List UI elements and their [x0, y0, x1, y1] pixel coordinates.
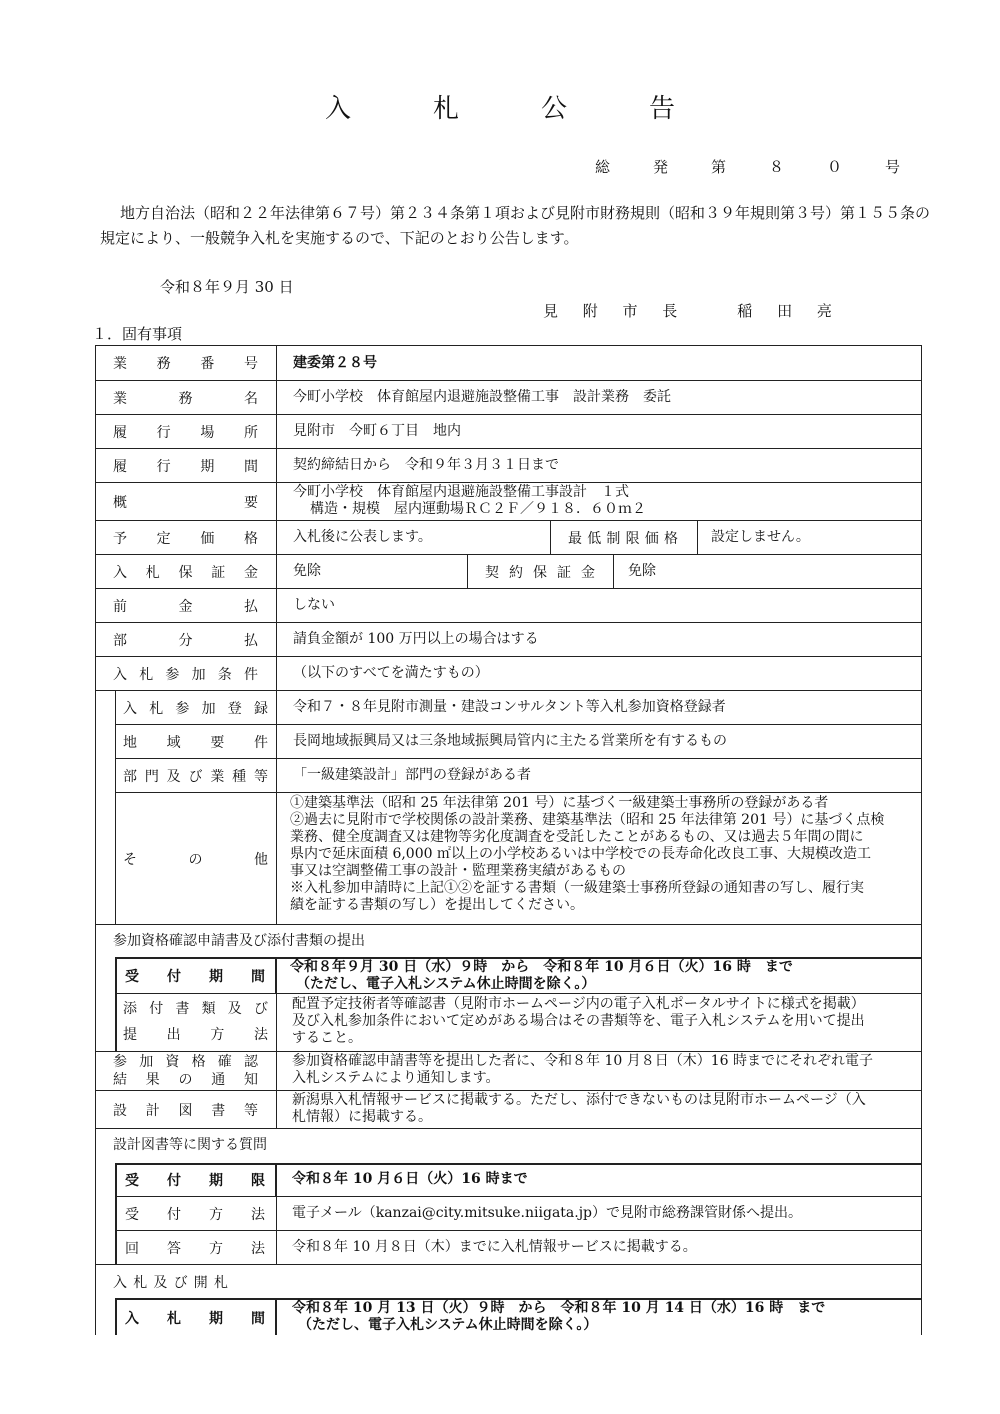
label-result-1: 参 加 資 格 確 認 [113, 1054, 258, 1070]
label-attach-1: 添 付 書 類 及 び [123, 1001, 268, 1017]
label-period: 履 行 期 間 [113, 458, 258, 475]
attach-lines: 配置予定技術者等確認書（見附市ホームページ内の電子入札ポータルサイトに様式を掲載） 及び入札参加条件において定めがある場合はその書類等を、電子入札システムを用いて提出 すること。 [292, 996, 865, 1046]
label-answer-method: 回 答 方 法 [125, 1240, 265, 1257]
section-questions: 設計図書等に関する質問 [113, 1137, 267, 1153]
other-lines: ①建築基準法（昭和 25 年法律第 201 号）に基づく一級建築士事務所の登録がある者 ②過去に見附市で学校関係の設計業務、建築基準法（昭和 25 年法律第 201 号）に基づく点検 業務、健全度調査又は建物等劣化度調査を受託したことがあるもの、又は過去５年間の間に 県内で延床面積 6,000 ㎡以上の小学校あるいは中学校での長寿命化改良工事、大規模改造工 事又は空調整備工事の設計・監理業務実績があるもの ※入札参加申請時に上記①②を証する書類（一級建築士事務所登録の通知書の写し、履行実 績を証する書類の写し）を提出してください。 [290, 795, 885, 913]
label-region: 地 域 要 件 [123, 734, 268, 751]
notice-date: 令和８年９月 30 日 [160, 278, 294, 296]
drawings-lines: 新潟県入札情報サービスに掲載する。ただし、添付できないものは見附市ホームページ（入 札情報）に掲載する。 [292, 1092, 866, 1125]
label-business-name: 業 務 名 [113, 390, 258, 407]
section-application: 参加資格確認申請書及び添付書類の提出 [113, 933, 365, 949]
business-name: 今町小学校 体育館屋内退避施設整備工事 設計業務 委託 [293, 389, 671, 405]
dept: 「一級建築設計」部門の登録がある者 [293, 767, 531, 783]
label-place: 履 行 場 所 [113, 424, 258, 441]
minimum-price: 設定しません。 [711, 529, 810, 545]
answer-method: 令和８年 10 月８日（木）までに入札情報サービスに掲載する。 [292, 1239, 697, 1255]
application-period-line1: 令和８年９月 30 日（水）９時 から 令和８年 10 月６日（火）16 時 まで [290, 959, 793, 975]
page-title: 入 札 公 告 [324, 94, 703, 124]
label-advance-payment: 前 金 払 [113, 598, 258, 615]
mayor-signature: 見 附 市 長 稲 田 亮 [543, 302, 842, 320]
outline-line2: 構造・規模 屋内運動場ＲＣ２Ｆ／９１８．６０ｍ２ [310, 501, 646, 517]
conditions: （以下のすべてを満たすもの） [293, 665, 489, 681]
label-minimum-price: 最 低 制 限 価 格 [568, 530, 678, 547]
label-question-method: 受 付 方 法 [125, 1206, 265, 1223]
label-bid-bond: 入 札 保 証 金 [113, 564, 258, 581]
label-application-period: 受 付 期 間 [125, 968, 265, 985]
label-partial-payment: 部 分 払 [113, 632, 258, 649]
label-result-2: 結 果 の 通 知 [113, 1072, 258, 1088]
label-contract-bond: 契 約 保 証 金 [485, 564, 595, 581]
label-business-number: 業 務 番 号 [113, 356, 258, 372]
result-lines: 参加資格確認申請書等を提出した者に、令和８年 10 月８日（木）16 時までにそれぞれ電子 入札システムにより通知します。 [292, 1053, 873, 1086]
place: 見附市 今町６丁目 地内 [293, 423, 461, 439]
period: 契約締結日から 令和９年３月３１日まで [293, 457, 559, 473]
label-registration: 入 札 参 加 登 録 [123, 700, 268, 717]
estimated-price: 入札後に公表します。 [293, 529, 432, 545]
label-other: そ の 他 [123, 851, 268, 868]
question-deadline: 令和８年 10 月６日（火）16 時まで [292, 1171, 528, 1187]
registration: 令和７・８年見附市測量・建設コンサルタント等入札参加資格登録者 [293, 699, 726, 715]
label-attach-2: 提 出 方 法 [123, 1027, 268, 1043]
contract-bond: 免除 [628, 563, 656, 579]
label-drawings: 設 計 図 書 等 [113, 1102, 258, 1119]
label-dept: 部 門 及 び 業 種 等 [123, 768, 268, 785]
label-bid-period: 入 札 期 間 [125, 1311, 265, 1327]
question-method: 電子メール（kanzai@city.mitsuke.niigata.jp）で見附市総務課管財係へ提出。 [292, 1205, 803, 1221]
label-question-deadline: 受 付 期 限 [125, 1173, 265, 1189]
advance-payment: しない [293, 597, 335, 613]
bid-period-line1: 令和８年 10 月 13 日（火）９時 から 令和８年 10 月 14 日（水）16 時 まで [292, 1300, 826, 1316]
label-outline: 概 要 [113, 494, 258, 511]
label-estimated-price: 予 定 価 格 [113, 530, 258, 547]
bid-bond: 免除 [293, 563, 321, 579]
business-number: 建委第２８号 [293, 355, 377, 371]
label-conditions: 入 札 参 加 条 件 [113, 666, 258, 683]
intro-paragraph: 地方自治法（昭和２２年法律第６７号）第２３４条第１項および見附市財務規則（昭和３９年規則第３号）第１５５条の規定により、一般競争入札を実施するので、下記のとおり公告します。 [100, 204, 931, 247]
section-heading: １．固有事項 [92, 325, 183, 343]
label-bidding: 入 札 及 び 開 札 [113, 1274, 228, 1291]
document-number: 総 発 第 ８ ０ 号 [594, 158, 914, 176]
partial-payment: 請負金額が 100 万円以上の場合はする [293, 631, 539, 647]
region: 長岡地域振興局又は三条地域振興局管内に主たる営業所を有するもの [293, 733, 727, 749]
outline-line1: 今町小学校 体育館屋内退避施設整備工事設計 １式 [293, 484, 629, 500]
bid-period-line2: （ただし、電子入札システム休止時間を除く。） [298, 1317, 598, 1333]
application-period-line2: （ただし、電子入札システム休止時間を除く。） [296, 976, 596, 992]
